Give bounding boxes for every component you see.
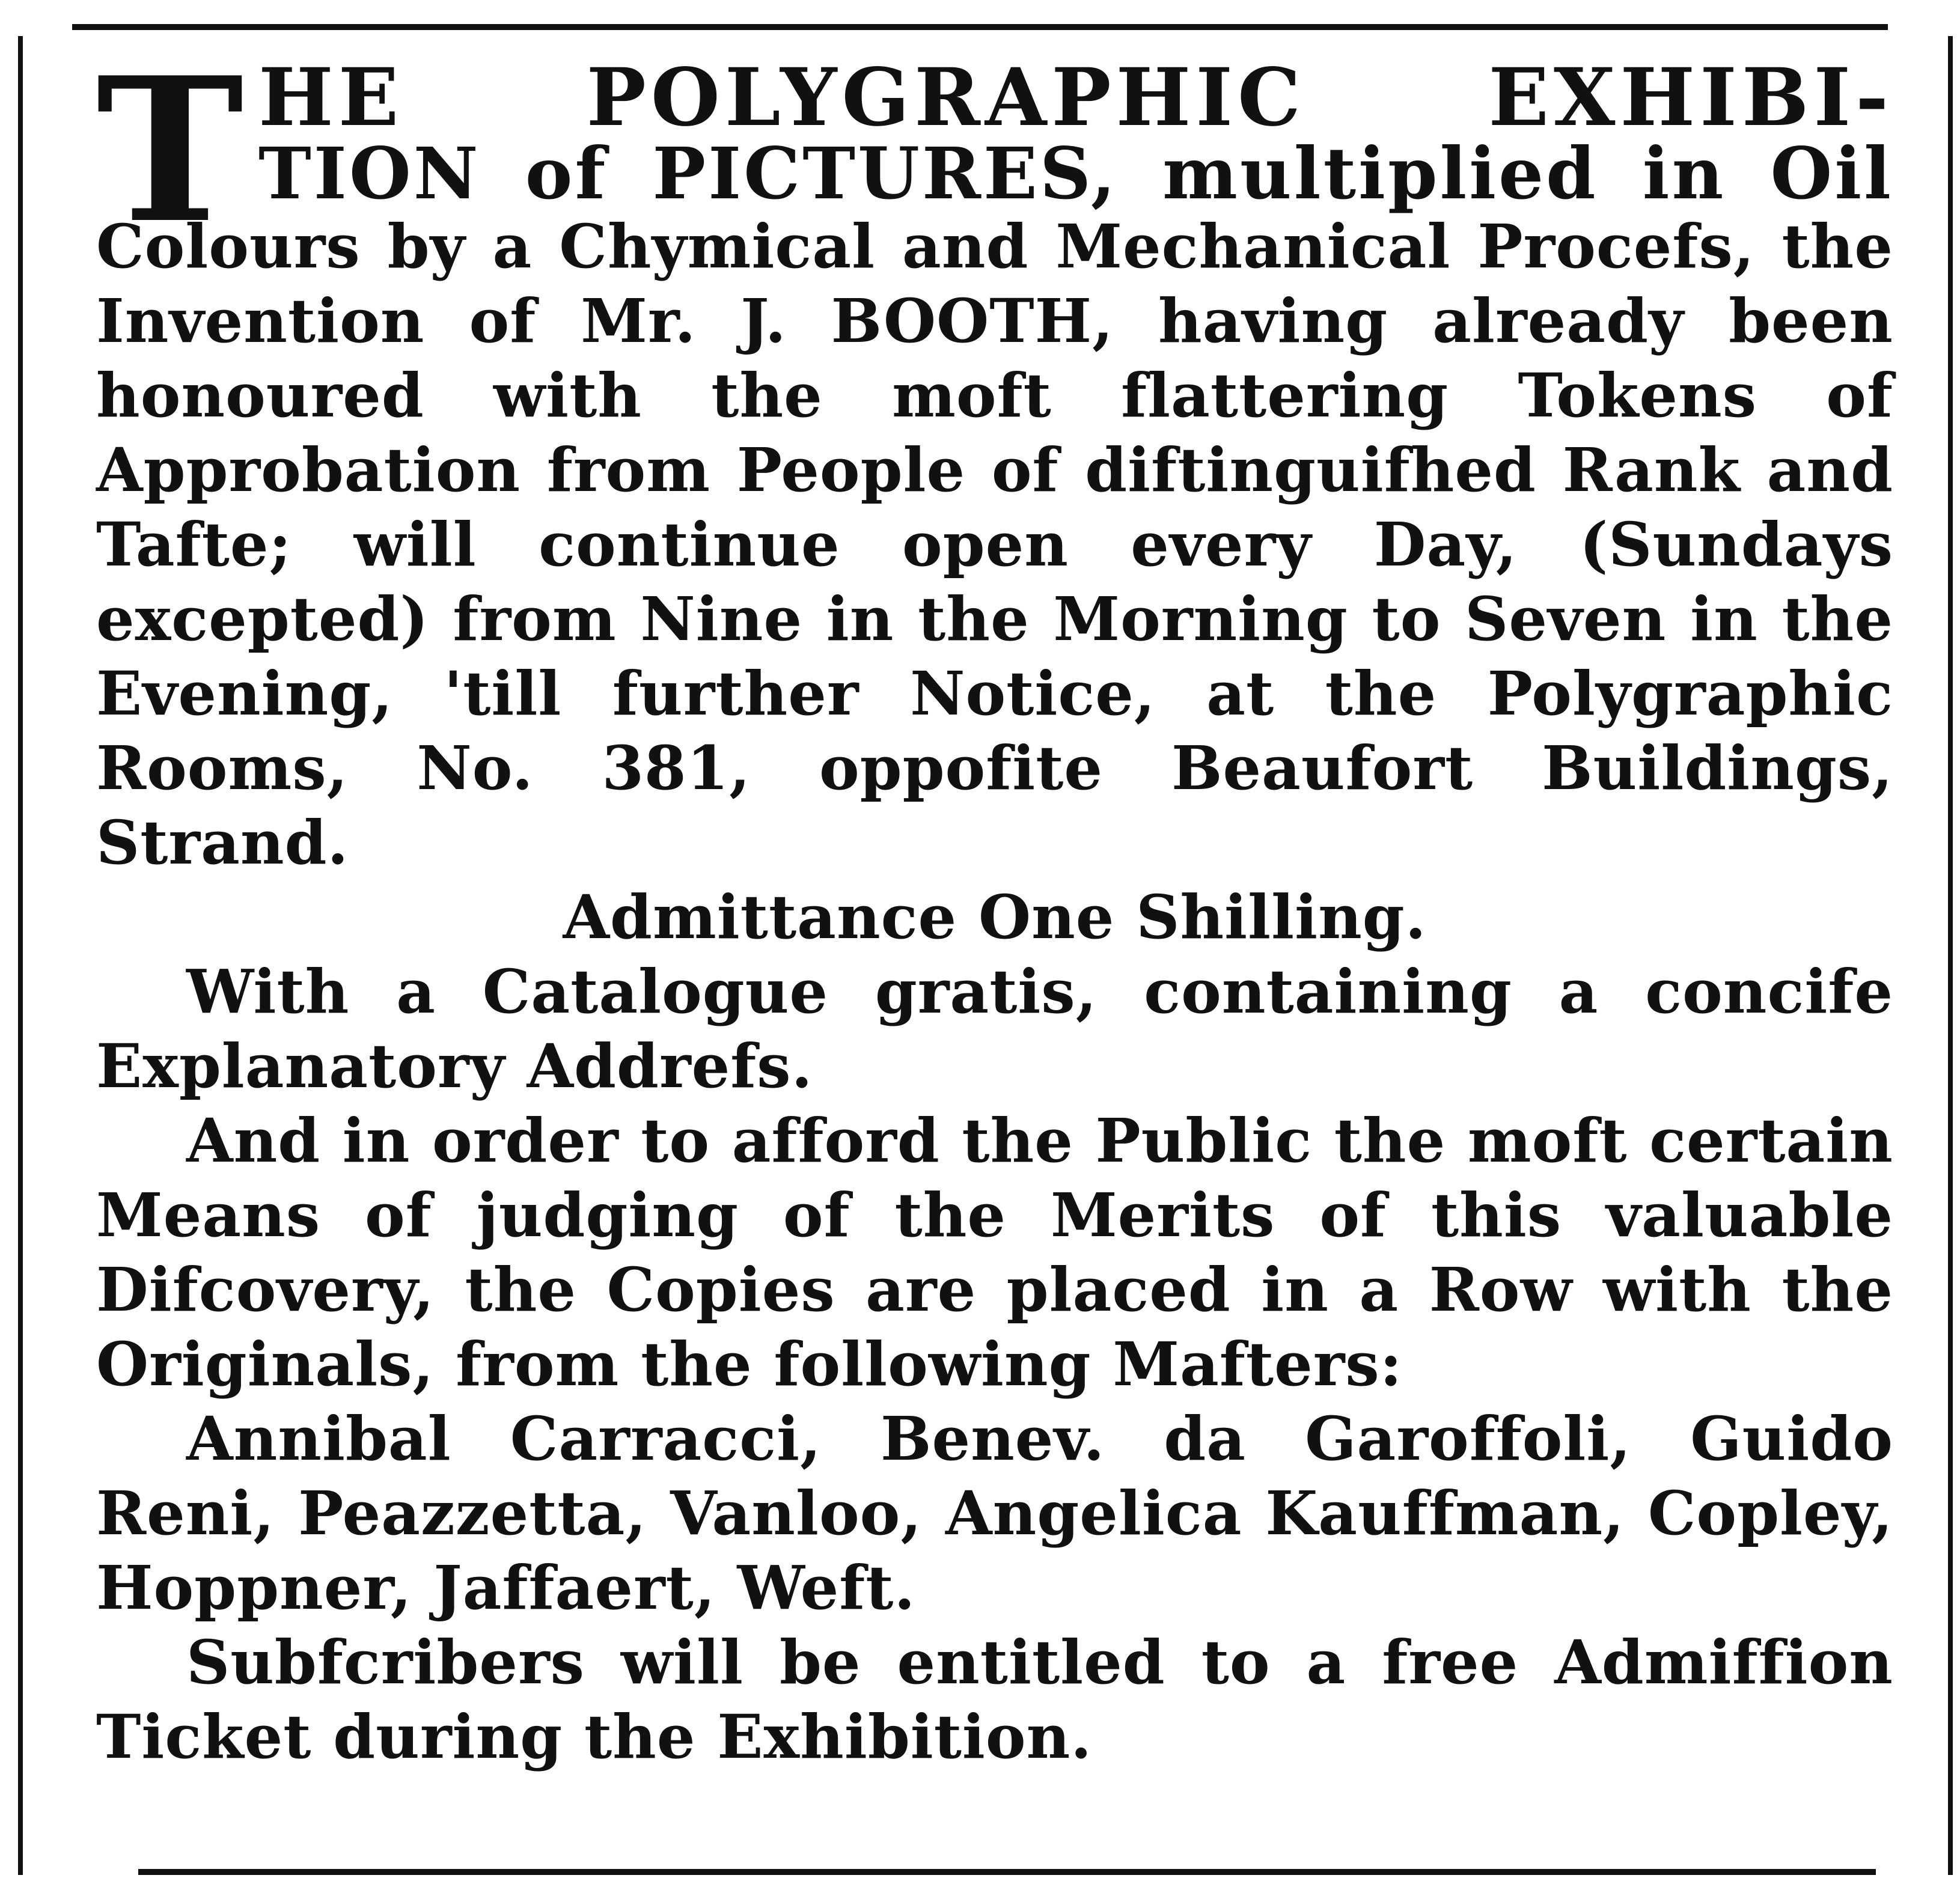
admittance-line: Admittance One Shilling.: [563, 882, 1427, 953]
headline-continued: TION of PICTURES, multiplied in Oil: [258, 132, 1893, 215]
subscribers-paragraph: Subfcribers will be entitled to a free Admiffion Ticket during the Exhibition.: [96, 1627, 1893, 1772]
body-paragraph: Colours by a Chymical and Mechanical Procefs, the Invention of Mr. J. BOOTH, having already been honoured with the moft flattering Tokens of Approbation from People of diftinguifhed Rank and Tafte; will continue open every Day, (Sundays excepted) from Nine in the Morning to Seven in the Evening, 'till further Notice, at the Polygraphic Rooms, No. 381, oppofite Beaufort Buildings, Strand.: [96, 211, 1893, 878]
drop-cap: T: [96, 34, 245, 267]
bottom-rule: [138, 1869, 1876, 1875]
left-border: [18, 36, 23, 1875]
advertisement: [96, 34, 1893, 1774]
masters-paragraph: Annibal Carracci, Benev. da Garoffoli, Guido Reni, Peazzetta, Vanloo, Angelica Kauffman, Copley, Hoppner, Jaffaert, Weft.: [96, 1403, 1893, 1623]
catalogue-paragraph: With a Catalogue gratis, containing a concife Explanatory Addrefs.: [96, 956, 1893, 1102]
headline-block: [96, 34, 1893, 267]
headline: HE POLYGRAPHIC EXHIBI-: [258, 51, 1893, 144]
top-rule: [72, 24, 1888, 30]
right-border: [1948, 36, 1953, 1875]
means-paragraph: And in order to afford the Public the moft certain Means of judging of the Merits of this valuable Difcovery, the Copies are placed in a Row with the Originals, from the following Mafters:: [96, 1105, 1893, 1400]
